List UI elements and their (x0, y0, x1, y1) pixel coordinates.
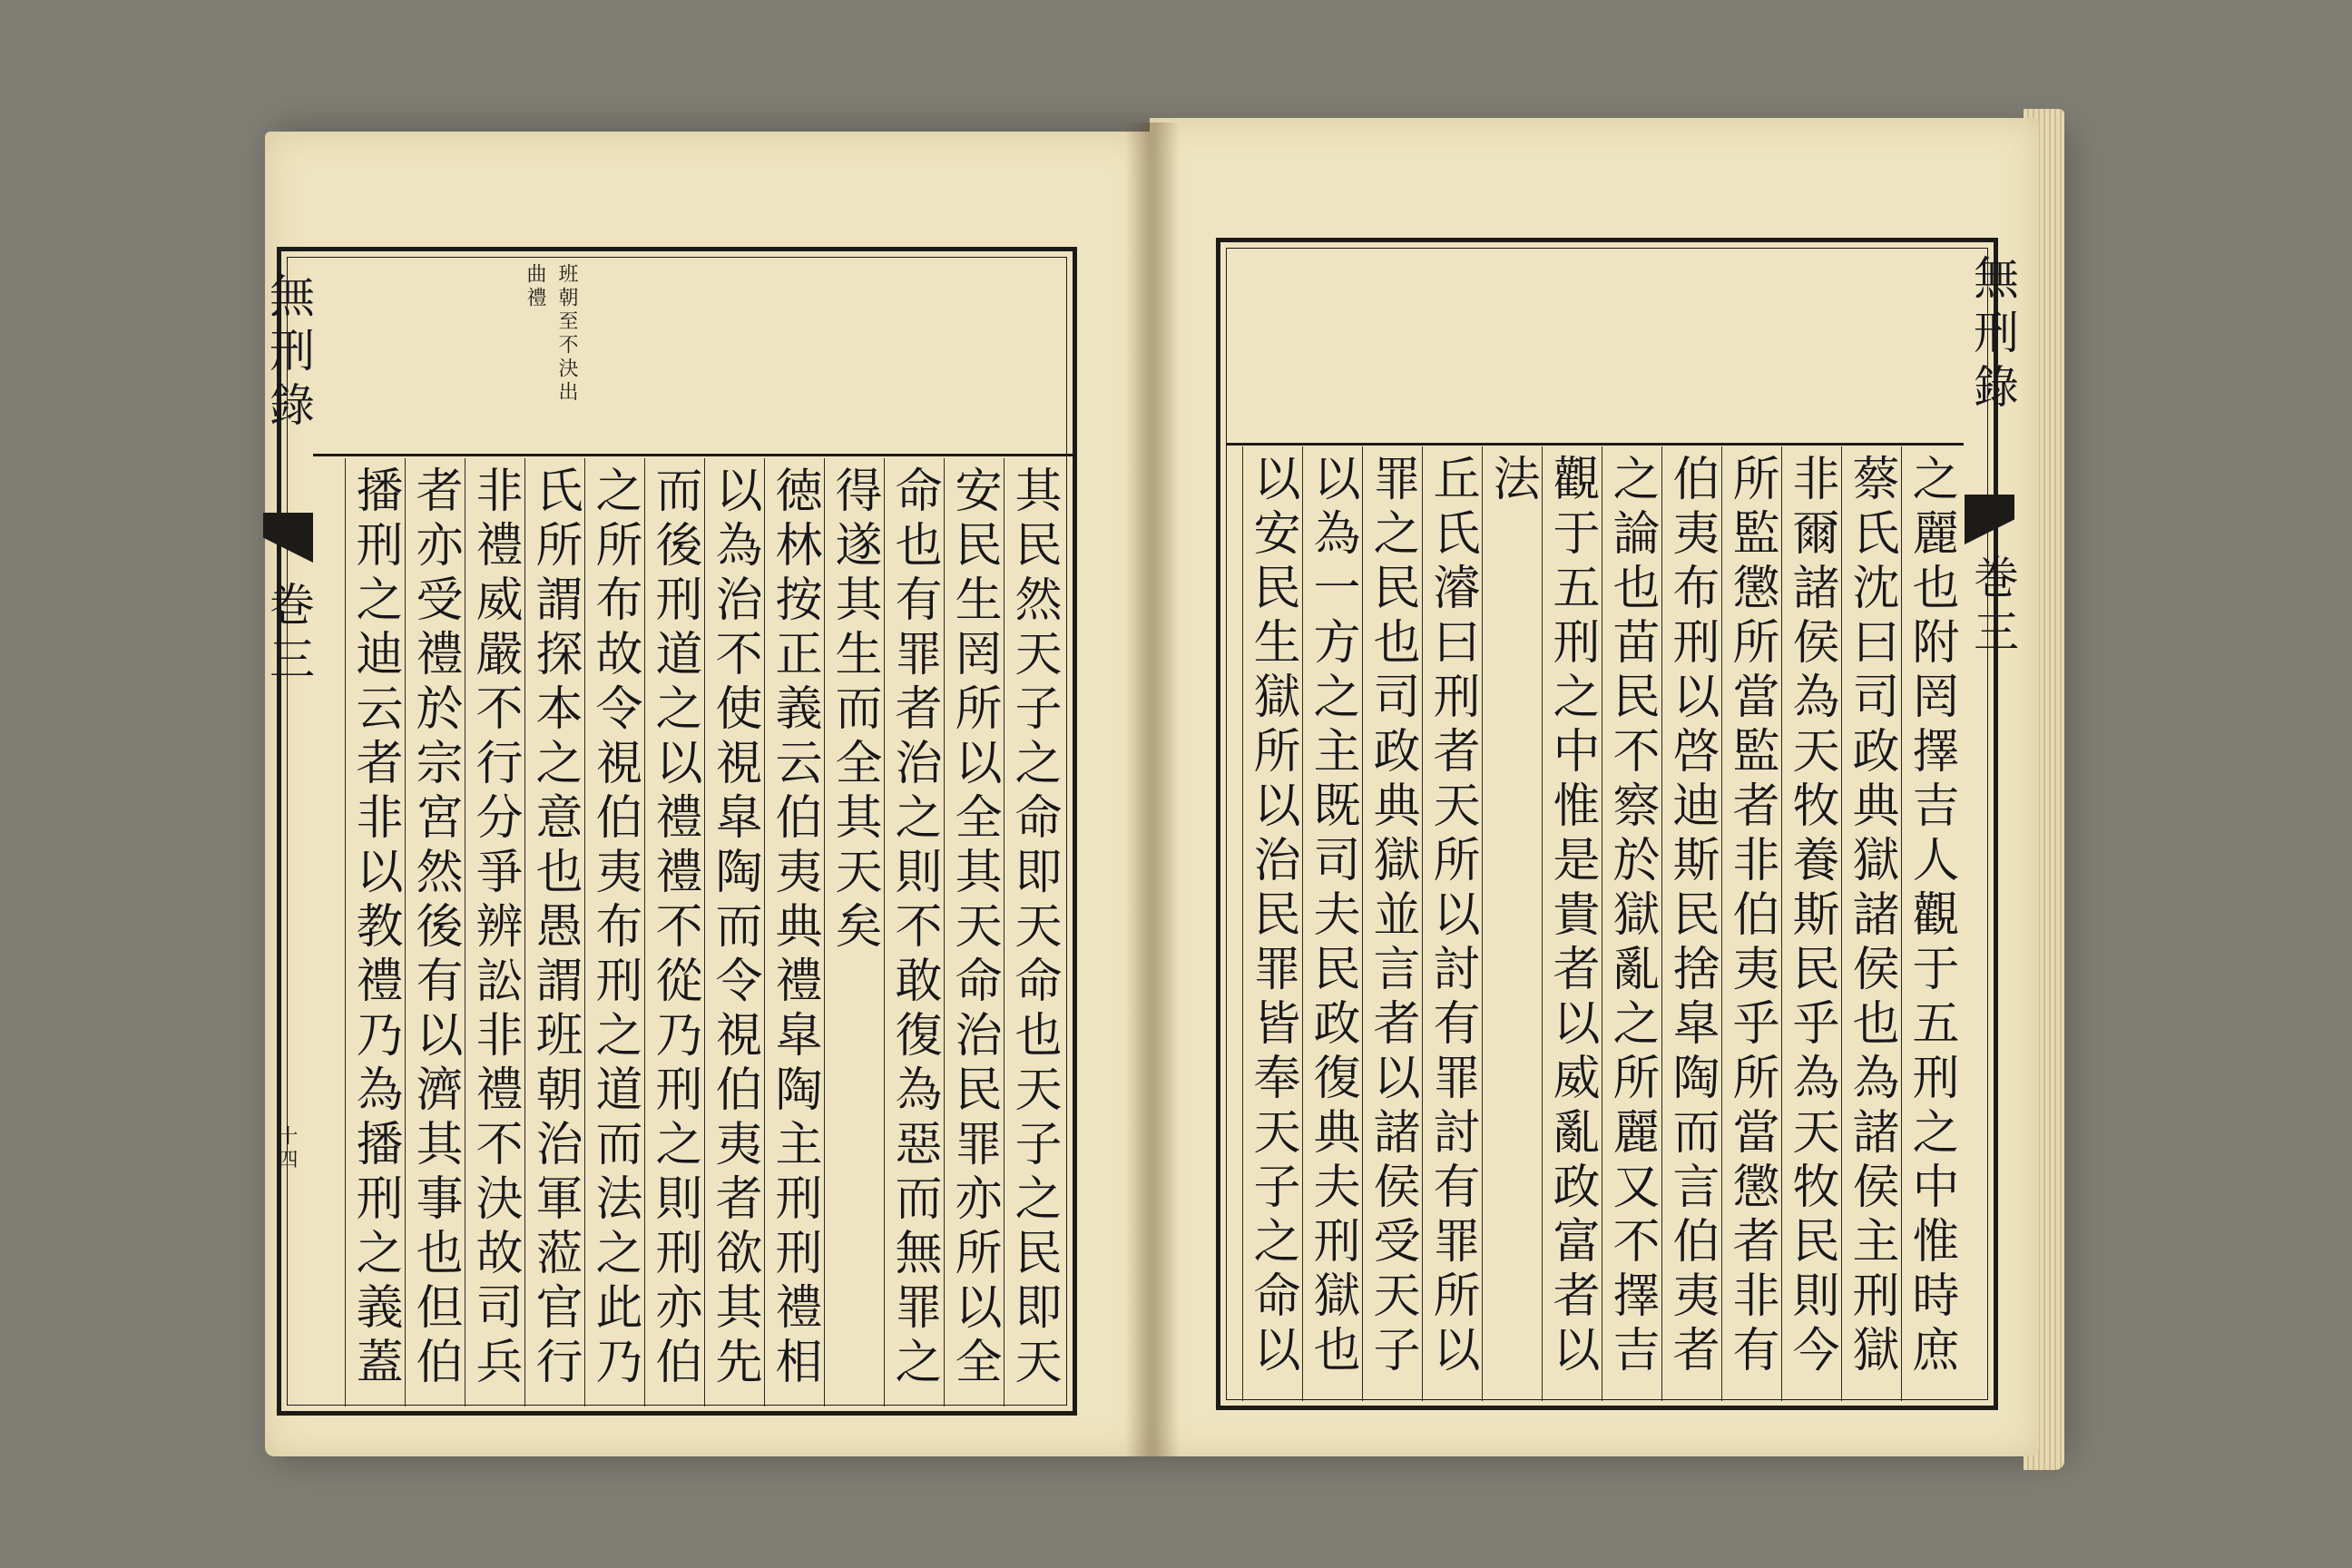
right-headnote-rule (1227, 443, 1964, 446)
right-text-column-7: 觀于五刑之中惟是貴者以威亂政富者以 (1542, 446, 1602, 1401)
left-text-column-12: 播刑之迪云者非以教禮乃為播刑之義蓋 (345, 458, 405, 1406)
left-text-column-8: 之所布故令視伯夷布刑之道而法之此乃 (584, 458, 644, 1406)
left-text-column-1: 其民然天子之命即天命也天子之民即天 (1004, 458, 1063, 1406)
left-book-title: 無刑錄 (262, 272, 315, 436)
left-headnote-rule (313, 454, 1075, 456)
right-text-column-2: 蔡氏沈曰司政典獄諸侯也為諸侯主刑獄 (1841, 446, 1901, 1401)
left-text-column-5: 徳林按正義云伯夷典禮皐陶主刑刑禮相 (764, 458, 824, 1406)
left-volume-label: 巻三 (262, 581, 315, 690)
right-text-column-4: 所監懲所當監者非伯夷乎所當懲者非有 (1721, 446, 1781, 1401)
left-text-column-7: 而後刑道之以禮禮不從乃刑之則刑亦伯 (644, 458, 704, 1406)
left-text-column-9: 氏所謂探本之意也愚謂班朝治軍蒞官行 (524, 458, 584, 1406)
right-text-column-12: 以安民生獄所以治民罪皆奉天子之命以 (1242, 446, 1302, 1401)
left-hashira-volume (256, 581, 321, 735)
right-text-column-10: 罪之民也司政典獄並言者以諸侯受天子 (1362, 446, 1422, 1401)
right-hashira-title (1960, 254, 2025, 490)
right-text-column-5: 伯夷布刑以啓迪斯民捨皐陶而言伯夷者 (1661, 446, 1721, 1401)
right-text-column-9: 丘氏濬曰刑者天所以討有罪討有罪所以 (1422, 446, 1482, 1401)
right-book-title: 無刑錄 (1966, 254, 2019, 417)
right-text-column-1: 之麗也附罔擇吉人觀于五刑之中惟時庶 (1901, 446, 1961, 1401)
left-headnote-line-2: 曲禮 (524, 263, 546, 310)
left-text-column-4: 得遂其生而全其天矣 (824, 458, 884, 1406)
left-folio (272, 1125, 300, 1207)
left-text-column-2: 安民生罔所以全其天命治民罪亦所以全 (944, 458, 1004, 1406)
right-text-column-6: 之論也苗民不察於獄亂之所麗又不擇吉 (1602, 446, 1661, 1401)
left-hashira-title (256, 272, 321, 508)
left-folio-number: 十四 (275, 1125, 298, 1172)
left-text-column-3: 命也有罪者治之則不敢復為惡而無罪之 (884, 458, 944, 1406)
right-volume-label: 巻三 (1966, 554, 2019, 662)
right-text-column-11: 以為一方之主既司夫民政復典夫刑獄也 (1302, 446, 1362, 1401)
right-text-column-8: 法 (1482, 446, 1542, 1401)
left-text-column-6: 以為治不使視皐陶而令視伯夷者欲其先 (704, 458, 764, 1406)
left-headnote-line-1: 班朝至不決出 (555, 263, 578, 405)
left-text-column-11: 者亦受禮於宗宮然後有以濟其事也但伯 (405, 458, 465, 1406)
left-text-column-10: 非禮威嚴不行分爭辨訟非禮不決故司兵 (465, 458, 524, 1406)
book-gutter (1125, 122, 1180, 1456)
right-text-column-3: 非爾諸侯為天牧養斯民乎為天牧民則今 (1781, 446, 1841, 1401)
right-hashira-volume (1960, 554, 2025, 708)
